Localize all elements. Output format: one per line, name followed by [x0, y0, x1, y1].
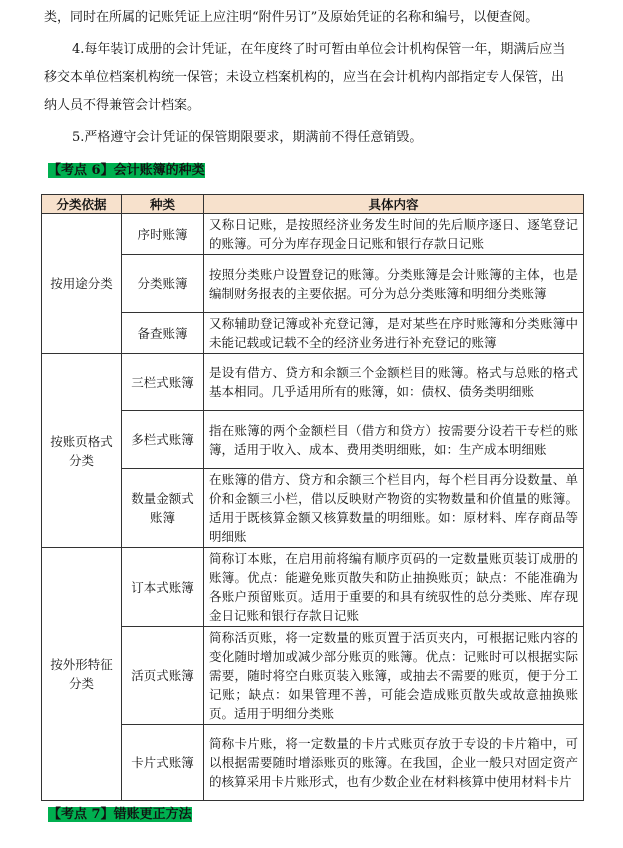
- table-row: [42, 411, 584, 469]
- basis-cell: 按账页格式分类: [42, 354, 122, 548]
- basis-cell: 按外形特征分类: [42, 548, 122, 801]
- paragraph-point-4-line3: 纳人员不得兼管会计档案。: [44, 98, 201, 113]
- table-row: [42, 548, 584, 627]
- paragraph-attachments: 类，同时在所属的记账凭证上应注明“附件另订”及原始凭证的名称和编号，以便查阅。: [44, 10, 539, 25]
- kind-cell: 分类账簿: [122, 255, 204, 313]
- paragraph-point-4-line1: 4.每年装订成册的会计凭证，在年度终了时可暂由单位会计机构保管一年，期满后应当: [72, 42, 566, 57]
- section-7-heading: [46, 806, 194, 824]
- ledger-types-table: [41, 194, 584, 801]
- content-cell: 按照分类账户设置登记的账簿。分类账簿是会计账簿的主体，也是编制财务报表的主要依据。可分为总分类账簿和明细分类账簿: [204, 255, 584, 313]
- kind-cell: 备查账簿: [122, 313, 204, 354]
- kind-cell: 三栏式账簿: [122, 354, 204, 411]
- section-6-heading: [46, 162, 207, 180]
- content-cell: 简称活页账，将一定数量的账页置于活页夹内，可根据记账内容的变化随时增加或减少部分账页的账簿。优点：记账时可以根据实际需要，随时将空白账页装入账簿，或抽去不需要的账页，便于分工记账；缺点：如果管理不善，可能会造成账页散失或故意抽换账页。适用于明细分类账: [204, 627, 584, 725]
- paragraph-point-5: 5.严格遵守会计凭证的保管期限要求，期满前不得任意销毁。: [72, 130, 423, 145]
- kind-cell: 活页式账簿: [122, 627, 204, 725]
- table-row: [42, 627, 584, 725]
- header-content: 具体内容: [204, 195, 584, 214]
- section-6-tag: 【考点 6】: [48, 163, 114, 178]
- table-row: [42, 469, 584, 548]
- content-cell: 指在账簿的两个金额栏目（借方和贷方）按需要分设若干专栏的账簿，适用于收入、成本、费用类明细账，如：生产成本明细账: [204, 411, 584, 469]
- table-row: [42, 725, 584, 801]
- section-7-tag: 【考点 7】: [48, 807, 114, 822]
- content-cell: 简称卡片账，将一定数量的卡片式账页存放于专设的卡片箱中，可以根据需要随时增添账页的账簿。在我国，企业一般只对固定资产的核算采用卡片账形式，也有少数企业在材料核算中使用材料卡片: [204, 725, 584, 801]
- content-cell: 又称辅助登记簿或补充登记簿，是对某些在序时账簿和分类账簿中未能记载或记载不全的经济业务进行补充登记的账簿: [204, 313, 584, 354]
- content-cell: 在账簿的借方、贷方和余额三个栏目内，每个栏目再分设数量、单价和金额三小栏，借以反映财产物资的实物数量和价值量的账簿。适用于既核算金额又核算数量的明细账。如：原材料、库存商品等明细账: [204, 469, 584, 548]
- table-row: [42, 255, 584, 313]
- kind-cell: 卡片式账簿: [122, 725, 204, 801]
- header-kind: 种类: [122, 195, 204, 214]
- basis-cell: 按用途分类: [42, 214, 122, 354]
- content-cell: 又称日记账，是按照经济业务发生时间的先后顺序逐日、逐笔登记的账簿。可分为库存现金日记账和银行存款日记账: [204, 214, 584, 255]
- header-basis: 分类依据: [42, 195, 122, 214]
- table-header-row: [42, 195, 584, 214]
- kind-cell: 数量金额式账簿: [122, 469, 204, 548]
- paragraph-point-4-line2: 移交本单位档案机构统一保管；未设立档案机构的，应当在会计机构内部指定专人保管，出: [44, 70, 565, 85]
- section-6-title: 会计账簿的种类: [113, 163, 205, 178]
- content-cell: 简称订本账，在启用前将编有顺序页码的一定数量账页装订成册的账簿。优点：能避免账页散失和防止抽换账页；缺点：不能准确为各账户预留账页。适用于重要的和具有统驭性的总分类账、库存现金日记账和银行存款日记账: [204, 548, 584, 627]
- kind-cell: 多栏式账簿: [122, 411, 204, 469]
- content-cell: 是设有借方、贷方和余额三个金额栏目的账簿。格式与总账的格式基本相同。几乎适用所有的账簿，如：债权、债务类明细账: [204, 354, 584, 411]
- table-row: [42, 313, 584, 354]
- table-row: [42, 354, 584, 411]
- section-7-title: 错账更正方法: [113, 807, 192, 822]
- kind-cell: 序时账簿: [122, 214, 204, 255]
- table-row: [42, 214, 584, 255]
- kind-cell: 订本式账簿: [122, 548, 204, 627]
